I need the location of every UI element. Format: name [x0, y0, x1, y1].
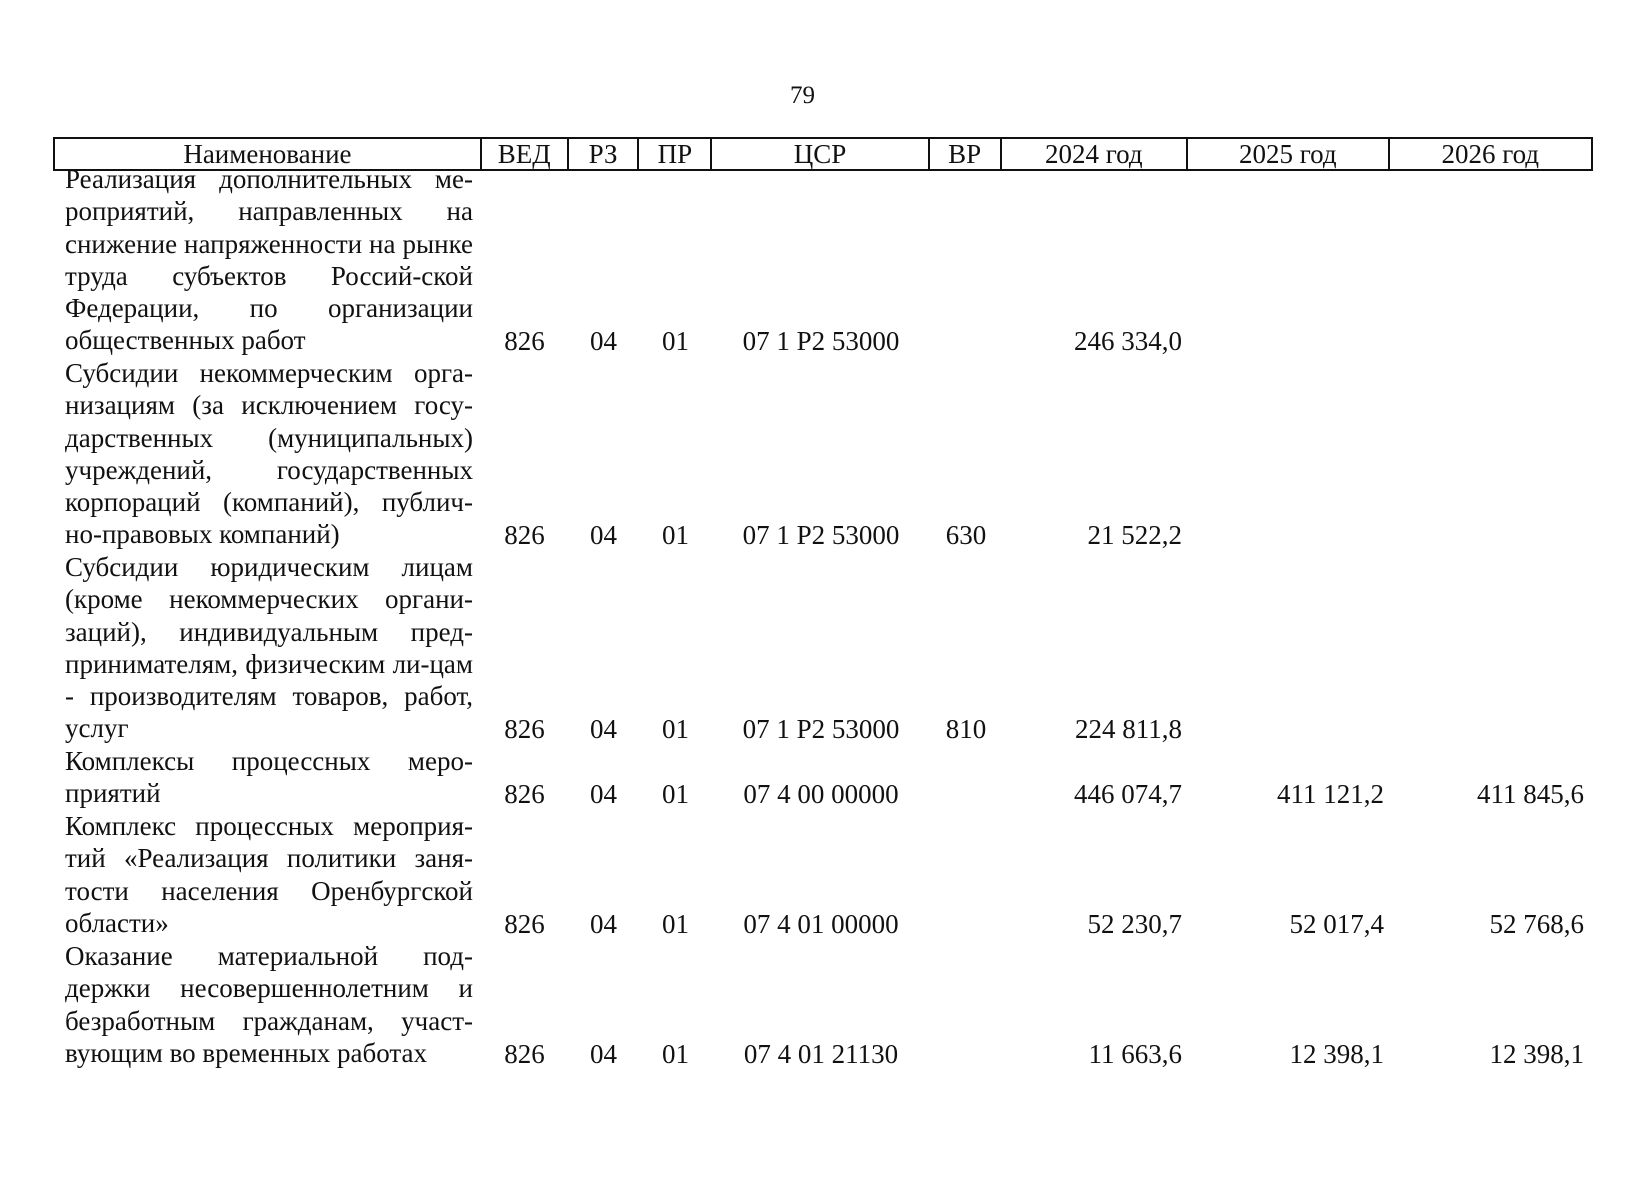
row-rz: 04 — [590, 325, 617, 356]
table-row — [53, 940, 1593, 1070]
row-rz: 04 — [590, 908, 617, 939]
row-name: Реализация дополнительных ме-роприятий, направленных на снижение напряженности на рынке труда субъектов Россий-ской Федерации, по организации общественных работ — [65, 164, 473, 356]
row-2024: 224 811,8 — [1075, 713, 1182, 744]
header-2024: 2024 год — [1002, 139, 1189, 169]
row-ved: 826 — [504, 908, 545, 939]
row-2026: 411 845,6 — [1477, 778, 1584, 809]
row-name: Субсидии некоммерческим орга-низациям (за исключением госу-дарственных (муниципальных) учреждений, государственных корпораций (компаний), публич-но-правовых компаний) — [65, 358, 473, 550]
row-csr: 07 4 01 21130 — [743, 1038, 899, 1069]
row-2024: 52 230,7 — [1087, 908, 1182, 939]
row-pr: 01 — [662, 713, 689, 744]
row-2024: 21 522,2 — [1087, 519, 1182, 550]
row-rz: 04 — [590, 713, 617, 744]
row-csr: 07 4 00 00000 — [743, 778, 899, 809]
row-2024: 446 074,7 — [1074, 778, 1182, 809]
row-2024: 246 334,0 — [1074, 325, 1182, 356]
row-pr: 01 — [662, 908, 689, 939]
row-2026: 52 768,6 — [1489, 908, 1584, 939]
header-vr: ВР — [930, 139, 1002, 169]
header-2025: 2025 год — [1188, 139, 1389, 169]
row-vr: 630 — [945, 519, 987, 550]
table-row — [53, 163, 1593, 357]
row-vr: 810 — [945, 713, 987, 744]
row-rz: 04 — [590, 778, 617, 809]
row-pr: 01 — [662, 778, 689, 809]
row-csr: 07 1 Р2 53000 — [742, 325, 900, 356]
header-name: Наименование — [55, 139, 482, 169]
header-2026: 2026 год — [1441, 139, 1540, 169]
row-pr: 01 — [662, 325, 689, 356]
row-2025: 52 017,4 — [1289, 908, 1384, 939]
row-csr: 07 4 01 00000 — [743, 908, 899, 939]
row-ved: 826 — [504, 519, 545, 550]
table-row — [53, 745, 1593, 810]
row-ved: 826 — [504, 1038, 545, 1069]
row-2024: 11 663,6 — [1088, 1038, 1182, 1069]
row-csr: 07 1 Р2 53000 — [742, 713, 900, 744]
row-name: Комплексы процессных меро-приятий — [65, 746, 473, 809]
row-pr: 01 — [662, 519, 689, 550]
table-row — [53, 551, 1593, 745]
row-2025: 12 398,1 — [1289, 1038, 1384, 1069]
page-number: 79 — [790, 82, 815, 109]
row-2026: 12 398,1 — [1489, 1038, 1584, 1069]
header-rz: РЗ — [569, 139, 640, 169]
row-ved: 826 — [504, 778, 545, 809]
row-pr: 01 — [662, 1038, 689, 1069]
table-row — [53, 810, 1593, 940]
header-ved: ВЕД — [482, 139, 569, 169]
row-2025: 411 121,2 — [1277, 778, 1384, 809]
row-name: Субсидии юридическим лицам (кроме некоммерческих органи-заций), индивидуальным пред-принимателям, физическим ли-цам - производителям товаров, работ, услуг — [65, 552, 473, 744]
row-ved: 826 — [504, 325, 545, 356]
row-ved: 826 — [504, 713, 545, 744]
row-name: Комплекс процессных мероприя-тий «Реализация политики заня-тости населения Оренбургской области» — [65, 811, 473, 938]
row-rz: 04 — [590, 1038, 617, 1069]
row-rz: 04 — [590, 519, 617, 550]
row-name: Оказание материальной под-держки несовершеннолетним и безработным гражданам, участ-вующим во временных работах — [65, 941, 473, 1068]
header-csr: ЦСР — [712, 139, 929, 169]
header-pr: ПР — [639, 139, 712, 169]
table-row — [53, 357, 1593, 551]
row-csr: 07 1 Р2 53000 — [742, 519, 900, 550]
